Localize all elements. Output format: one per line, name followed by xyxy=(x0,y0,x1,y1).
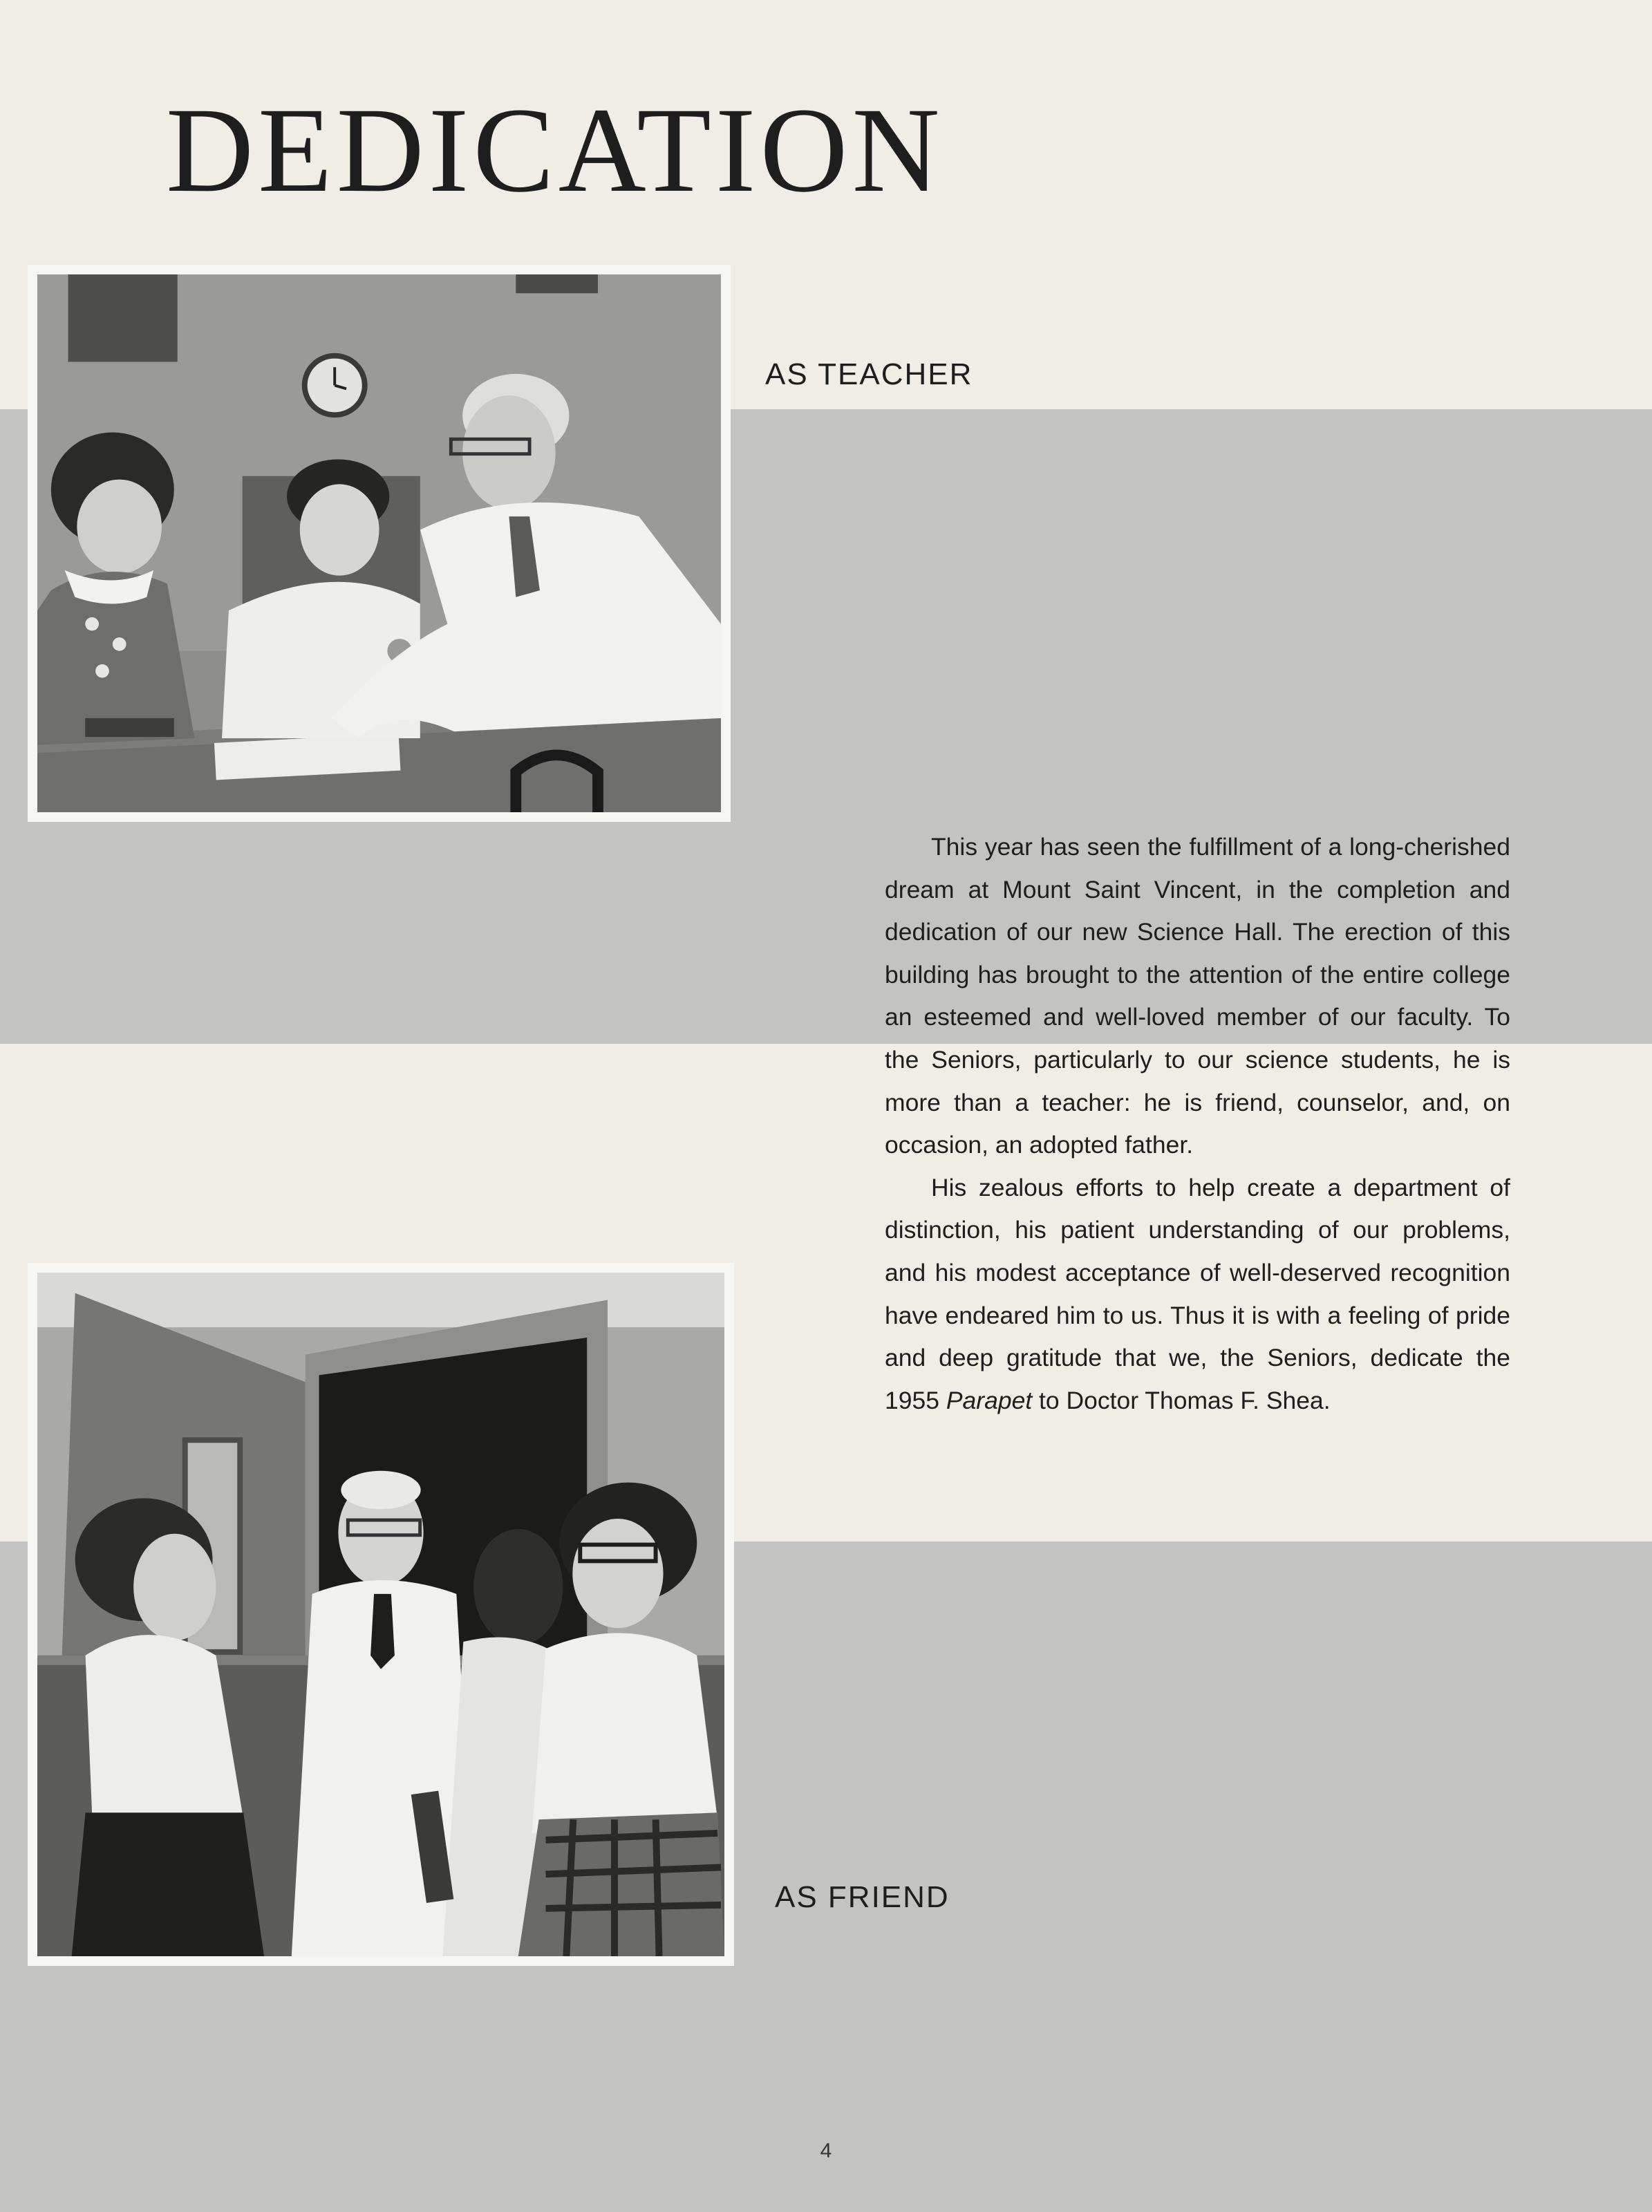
caption-as-teacher: AS TEACHER xyxy=(765,357,973,391)
page-title: DEDICATION xyxy=(166,83,944,218)
paragraph-1: This year has seen the fulfillment of a long-cherished dream at Mount Saint Vincent, in the completion and dedication of our new Science Hall. The erection of this building has brought to the attention of the entire college an esteemed and well-loved member of our faculty. To the Seniors, particularly to our science students, he is more than a teacher: he is friend, counselor, and, on occasion, an adopted father. xyxy=(885,833,1510,1159)
paragraph-2-start: His zealous efforts to help create a department of distinction, his patient understanding of our problems, and his modest acceptance of well-deserved recognition have endeared him to us. Thus it is with a feeling of pride and deep gratitude that we, the Seniors, dedicate the 1955 xyxy=(885,1173,1510,1414)
photo-teacher-image xyxy=(37,274,721,812)
photo-teacher xyxy=(28,265,731,822)
paragraph-2 xyxy=(885,1167,1510,1423)
yearbook-name: Parapet xyxy=(946,1386,1033,1414)
photo-friend xyxy=(28,1263,734,1966)
page-number: 4 xyxy=(820,2139,832,2162)
paragraph-2-end: to Doctor Thomas F. Shea. xyxy=(1032,1386,1331,1414)
caption-as-friend: AS FRIEND xyxy=(775,1880,950,1914)
photo-friend-image xyxy=(37,1273,724,1956)
dedication-text xyxy=(885,826,1510,1422)
